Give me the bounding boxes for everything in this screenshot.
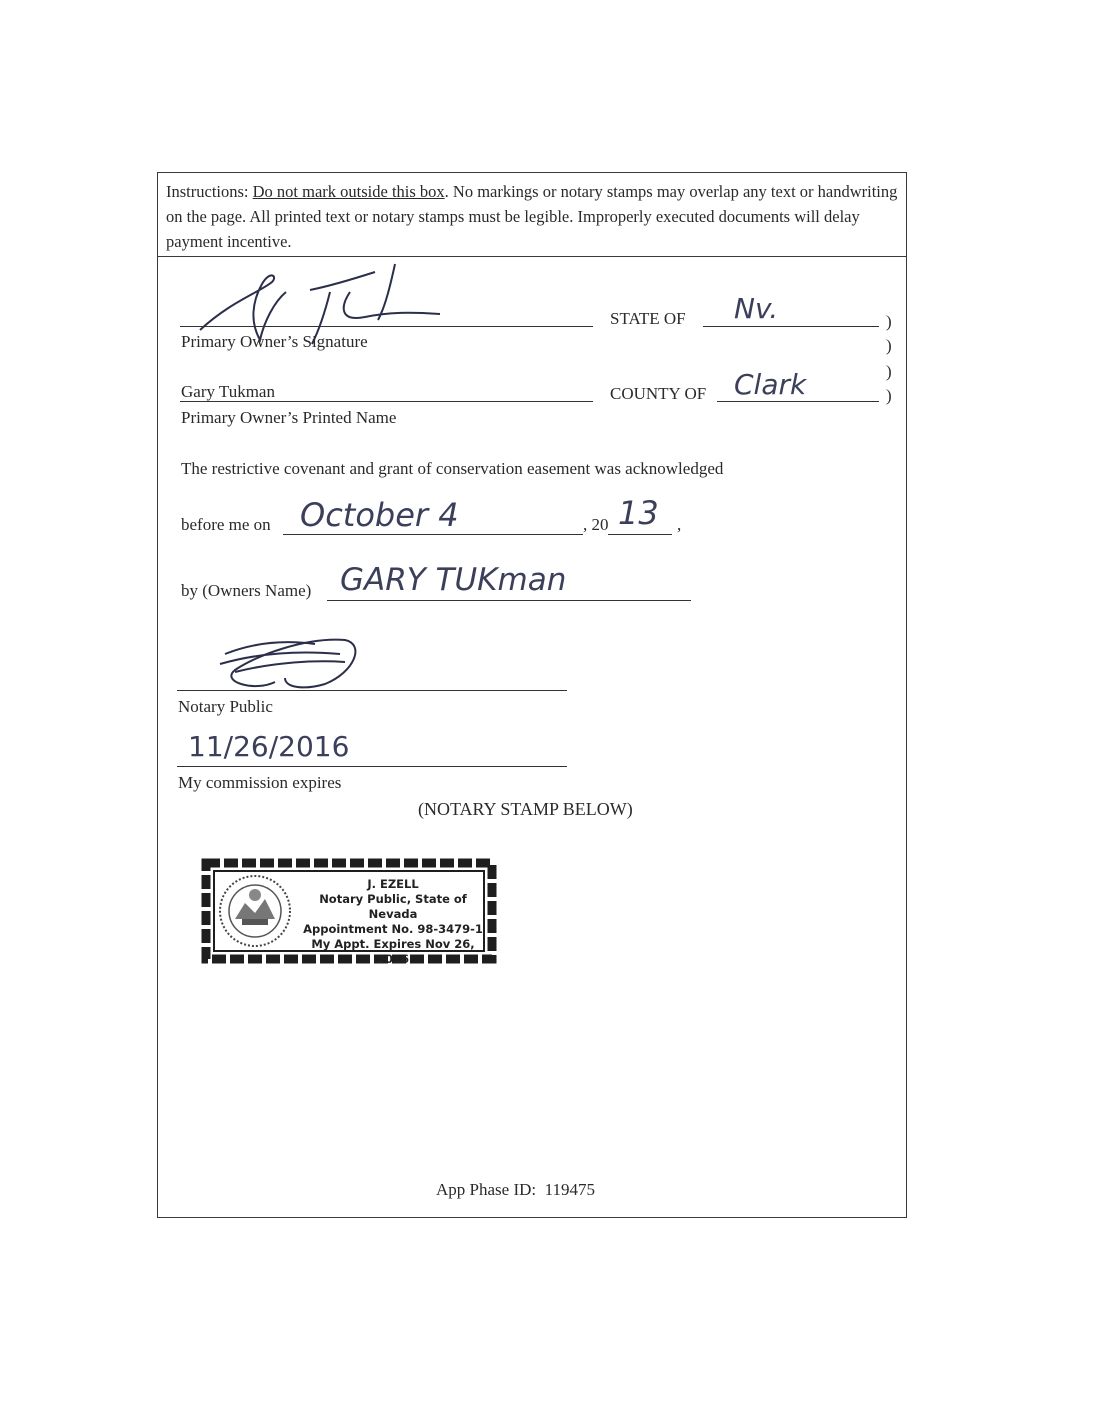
state-label: STATE OF [610, 309, 686, 328]
instructions-underlined: Do not mark outside this box [252, 182, 445, 201]
notary-signature-line [177, 690, 567, 691]
stamp-title: Notary Public, State of Nevada [319, 892, 467, 921]
owners-name-label: by (Owners Name) [181, 581, 312, 600]
notary-stamp-heading: (NOTARY STAMP BELOW) [418, 799, 633, 819]
owner-signature-label: Primary Owner’s Signature [181, 332, 368, 351]
bracket-paren: ) [886, 386, 892, 405]
stamp-expires: My Appt. Expires Nov 26, 2016 [311, 937, 475, 966]
acknowledgment-sentence: The restrictive covenant and grant of conservation easement was acknowledged [181, 459, 724, 478]
stamp-name: J. EZELL [367, 877, 419, 891]
owner-printed-name-label: Primary Owner’s Printed Name [181, 408, 397, 427]
notary-stamp [200, 855, 498, 967]
instructions-prefix: Instructions: [166, 182, 253, 201]
owners-name-value: GARY TUKman [340, 562, 567, 598]
owners-name-line [327, 600, 691, 601]
county-line [717, 401, 879, 402]
app-phase-id: App Phase ID: 119475 [436, 1180, 595, 1199]
state-line [703, 326, 879, 327]
owner-printed-name: Gary Tukman [181, 382, 275, 401]
county-value: Clark [734, 368, 807, 401]
owner-signature-line [180, 326, 593, 327]
notary-signature [215, 632, 365, 692]
county-label: COUNTY OF [610, 384, 707, 403]
year-comma: , [677, 515, 682, 534]
bracket-paren: ) [886, 362, 892, 381]
year-prefix: , 20 [583, 515, 609, 534]
bracket-paren: ) [886, 312, 892, 331]
year-line [608, 534, 672, 535]
year-value: 13 [618, 494, 659, 532]
date-value: October 4 [300, 496, 459, 534]
commission-expiry-label: My commission expires [178, 773, 342, 792]
stamp-appointment: Appointment No. 98-3479-1 [303, 922, 483, 936]
stamp-text [298, 877, 488, 967]
bracket-paren: ) [886, 336, 892, 355]
before-me-label: before me on [181, 515, 271, 534]
notary-public-label: Notary Public [178, 697, 273, 716]
state-value: Nv. [734, 292, 779, 325]
instructions-rest: . No markings or notary stamps may overlap any text or handwriting on the page. All printed text or notary stamps must be legible. Improperly executed documents will delay payment incentive. [166, 182, 898, 251]
instructions-box [158, 173, 906, 257]
date-line [283, 534, 583, 535]
commission-expiry-value: 11/26/2016 [188, 730, 350, 763]
owner-printed-name-line [180, 401, 593, 402]
commission-expiry-line [177, 766, 567, 767]
